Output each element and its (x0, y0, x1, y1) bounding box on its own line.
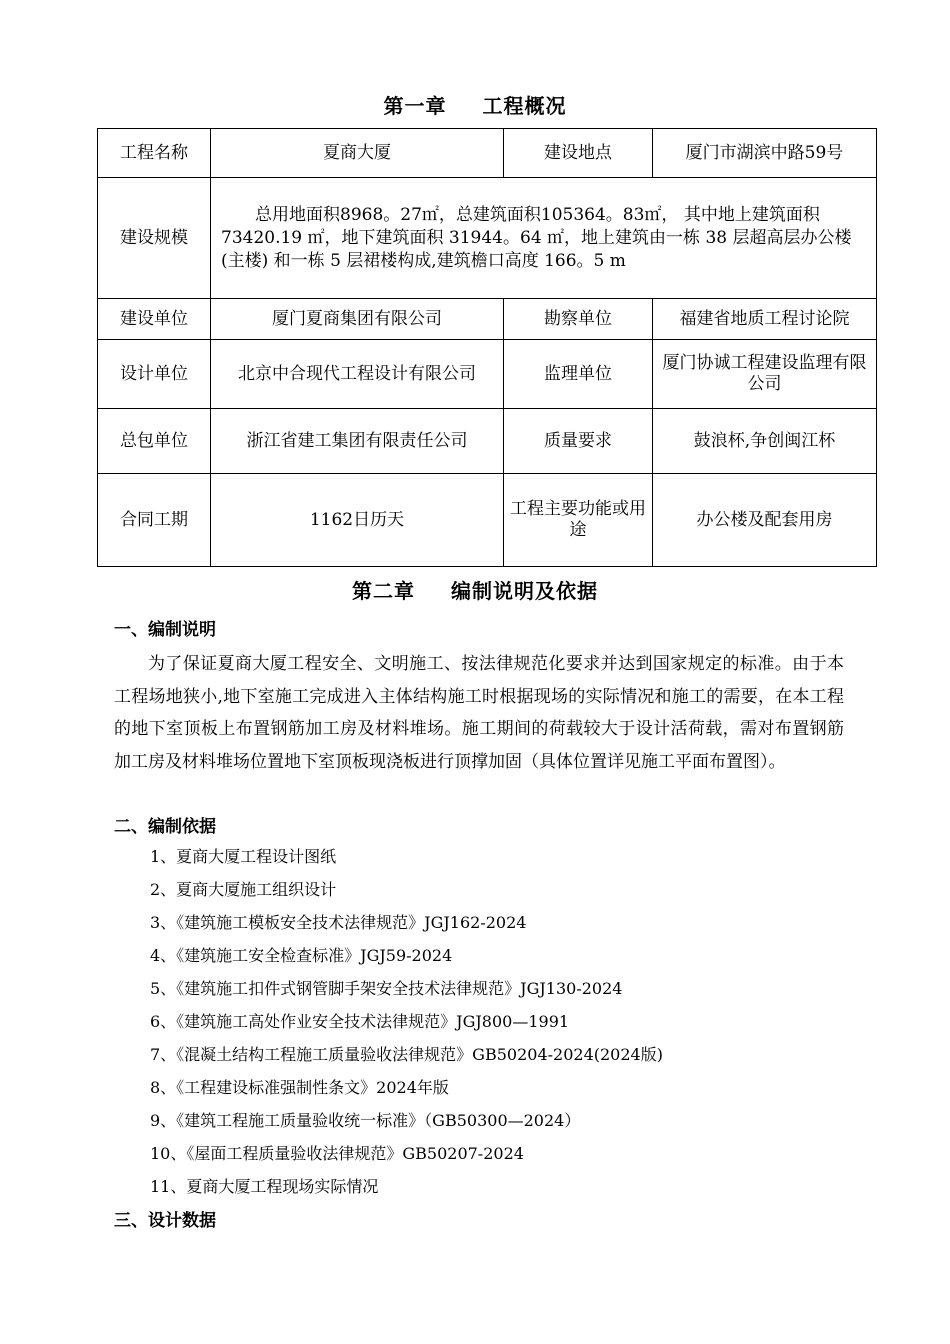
section-1-paragraph: 为了保证夏商大厦工程安全、文明施工、按法律规范化要求并达到国家规定的标准。由于本工程场地狭小,地下室施工完成进入主体结构施工时根据现场的实际情况和施工的需要，在本工程的地下室顶板上布置钢筋加工房及材料堆场。施工期间的荷载较大于设计活荷载，需对布置钢筋加工房及材料堆场位置地下室顶板现浇板进行顶撑加固（具体位置详见施工平面布置图）。 (114, 654, 844, 772)
period-value: 1162日历天 (211, 474, 504, 567)
contractor-label: 总包单位 (98, 409, 211, 474)
table-row (98, 409, 877, 474)
table-row (98, 340, 877, 409)
project-name-label: 工程名称 (98, 129, 211, 178)
scale-value (211, 178, 877, 299)
chapter-1-heading: 工程概况 (482, 94, 567, 118)
quality-value: 鼓浪杯,争创闽江杯 (653, 409, 877, 474)
scale-text: 总用地面积8968。27㎡，总建筑面积105364。83㎡， 其中地上建筑面积 73420.19 ㎡，地下建筑面积 31944。64 ㎡，地上建筑由一栋 38 层超高层办公楼(主楼) 和一栋 5 层裙楼构成,建筑檐口高度 166。5 m (221, 204, 852, 271)
section-1-heading: 一、编制说明 (114, 620, 216, 640)
list-item: 7、《混凝土结构工程施工质量验收法律规范》GB50204-2024(2024版) (150, 1045, 663, 1064)
survey-label: 勘察单位 (504, 299, 653, 340)
contractor-value: 浙江省建工集团有限责任公司 (211, 409, 504, 474)
supervision-label: 监理单位 (504, 340, 653, 409)
builder-label: 建设单位 (98, 299, 211, 340)
chapter-2-heading: 编制说明及依据 (451, 579, 598, 603)
scale-label: 建设规模 (98, 178, 211, 299)
supervision-value: 厦门协诚工程建设监理有限公司 (653, 340, 877, 409)
design-label: 设计单位 (98, 340, 211, 409)
project-overview-table (97, 128, 877, 567)
list-item: 6、《建筑施工高处作业安全技术法律规范》JGJ800—1991 (150, 1012, 570, 1031)
list-item: 4、《建筑施工安全检查标准》JGJ59-2024 (150, 946, 453, 965)
table-row (98, 474, 877, 567)
list-item: 5、《建筑施工扣件式钢管脚手架安全技术法律规范》JGJ130-2024 (150, 979, 623, 998)
survey-value: 福建省地质工程讨论院 (653, 299, 877, 340)
list-item: 1、夏商大厦工程设计图纸 (150, 847, 337, 866)
section-3-heading: 三、设计数据 (114, 1211, 216, 1231)
design-value: 北京中合现代工程设计有限公司 (211, 340, 504, 409)
quality-label: 质量要求 (504, 409, 653, 474)
list-item: 9、《建筑工程施工质量验收统一标准》（GB50300—2024） (150, 1111, 581, 1130)
chapter-2-number: 第二章 (352, 579, 415, 603)
function-value: 办公楼及配套用房 (653, 474, 877, 567)
list-item: 10、《屋面工程质量验收法律规范》GB50207-2024 (150, 1144, 524, 1163)
list-item: 2、夏商大厦施工组织设计 (150, 880, 337, 899)
chapter-1-number: 第一章 (383, 94, 447, 118)
list-item: 11、夏商大厦工程现场实际情况 (150, 1177, 379, 1196)
location-label: 建设地点 (504, 129, 653, 178)
section-2-heading: 二、编制依据 (114, 817, 216, 837)
function-label: 工程主要功能或用途 (504, 474, 653, 567)
table-row (98, 129, 877, 178)
list-item: 8、《工程建设标准强制性条文》2024年版 (150, 1078, 449, 1097)
table-row (98, 299, 877, 340)
project-name-value: 夏商大厦 (211, 129, 504, 178)
list-item: 3、《建筑施工模板安全技术法律规范》JGJ162-2024 (150, 913, 527, 932)
period-label: 合同工期 (98, 474, 211, 567)
basis-list (150, 840, 663, 1203)
builder-value: 厦门夏商集团有限公司 (211, 299, 504, 340)
chapter-1-title (0, 90, 950, 119)
location-value: 厦门市湖滨中路59号 (653, 129, 877, 178)
chapter-2-title (0, 575, 950, 604)
table-row (98, 178, 877, 299)
